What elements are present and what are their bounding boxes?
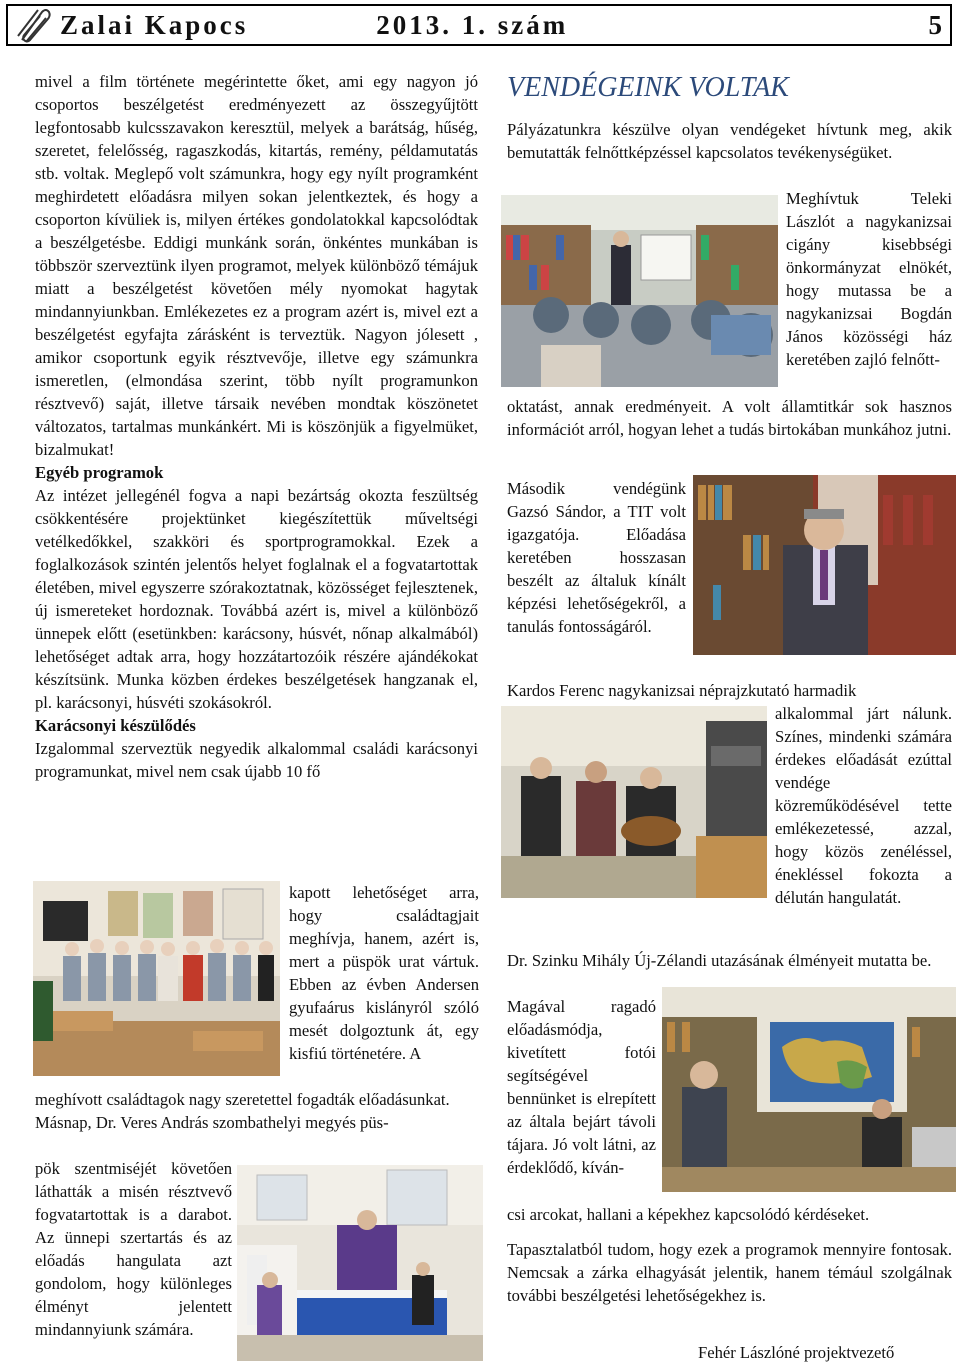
paragraph: Második vendégünk Gazsó Sándor, a TIT volt igazgatója. Előadása keretében hosszasan beszélt az általuk kínált képzési lehetőségekről, a tanulás fontosságáról. [507, 479, 686, 636]
left-column-wrap [289, 881, 479, 1065]
page-number: 5 [928, 9, 942, 40]
paragraph: Meghívtuk Teleki Lászlót a nagykanizsai cigány kisebbségi önkormányzat elnökét, hogy mutassa be a nagykanizsai Bogdán János közösségi ház keretében zajló felnőtt- [786, 189, 952, 369]
speaker-photo [693, 475, 956, 655]
paragraph: oktatást, annak eredményeit. A volt államtitkár sok hasznos információt arról, hogyan lehet a tudás birtokában munkához jutni. [507, 397, 952, 439]
paragraph: Tapasztalatból tudom, hogy ezek a programok mennyire fontosak. Nemcsak a zárka elhagyását jelentik, hanem témául szolgálnak további beszélgetési lehetőségekhez is. [507, 1240, 952, 1305]
christmas-program-photo [33, 881, 280, 1076]
paragraph: Dr. Szinku Mihály Új-Zélandi utazásának élményeit mutatta be. [507, 951, 932, 970]
page-header [6, 4, 952, 46]
paragraph: Magával ragadó előadásmódja, kivetített fotói segítségével bennünket is elrepített az általa bejárt távoli tájara. Jó volt látni, az érdeklődő, kíván- [507, 997, 656, 1177]
music-performance-photo [501, 706, 767, 898]
section-heading: Egyéb programok [35, 463, 164, 482]
paragraph: Pályázatunkra készülve olyan vendégeket hívtunk meg, akik bemutatták felnőttképzéssel kapcsolatos tevékenységüket. [507, 120, 952, 162]
left-column-bottom [35, 1157, 232, 1341]
guests-intro [507, 118, 952, 164]
paragraph: pök szentmiséjét követően láthatták a misén résztvevő fogvatartottak is a darabot. Az ünnepi szertartás és az előadás hangulata azt gondolom, hogy különleges élményt jelentett mindannyiunk számára. [35, 1159, 232, 1339]
paragraph: Kardos Ferenc nagykanizsai néprajzkutató harmadik [507, 681, 857, 700]
guest3-first-line [507, 679, 952, 702]
section-heading: Karácsonyi készülődés [35, 716, 196, 735]
lecture-photo [501, 195, 778, 387]
guest4-continued [507, 1203, 952, 1226]
author-signature: Fehér Lászlóné projektvezető [698, 1343, 895, 1362]
paragraph: Izgalommal szerveztük negyedik alkalommal családi karácsonyi programunkat, mivel nem csak újabb 10 fő [35, 739, 478, 781]
paragraph: csi arcokat, hallani a képekhez kapcsolódó kérdéseket. [507, 1205, 870, 1224]
left-column-mid [35, 1088, 478, 1134]
paragraph: Az intézet jellegénél fogva a napi bezártság okozta feszültség csökkentésére projektünket kiegészítettük műveltségi vetélkedőkkel, szakköri és sportprogramokkal. Ezek a foglalkozások szintén jelentős helyet foglalnak el a fogvatartottak életében, mivel egyszerre szórakoztatnak, közösséget fejlesztenek, új ismereteket hordoznak. Továbbá azért is, mivel a különböző ünnepek előtt (esetünkben: karácsony, húsvét, nőnap alkalmából) lehetőséget adtak arra, hogy hozzátartozóik részére ajándékokat készítsünk. Munka közben érdekes beszélgetések hangzanak el, pl. karácsonyi, húsvéti szokásokról. [35, 486, 478, 712]
paragraph: meghívott családtagok nagy szeretettel fogadták előadásunkat. [35, 1090, 450, 1109]
guest4-intro [507, 949, 952, 972]
holy-mass-photo [237, 1165, 483, 1361]
guest1-wrap [786, 187, 952, 371]
guest3-wrap [775, 702, 952, 909]
guests-heading: VENDÉGEINK VOLTAK [507, 72, 789, 103]
left-column-top [35, 70, 478, 783]
map-lecture-photo [662, 987, 956, 1192]
guest1-continued [507, 395, 952, 441]
guest4-wrap [507, 995, 656, 1179]
paragraph: mivel a film története megérintette őket, ami egy nagyon jó csoportos beszélgetést eredményezett az összegyűjtött legfontosabb kulcsszavakon keresztül, melyek a barátság, hűség, szeretet, felelősség, ragaszkodás, kitartás, remény, példamutatás stb. voltak. Meglepő volt számunkra, hogy egy nyílt programként meghirdetett előadásra milyen sokan jelentkeztek, és hogy a csoporton kívüliek is, milyen értékes gondolatokkal kapcsolódtak a beszélgetésbe. Eddigi munkánk során, önkéntes munkában is többször szerveztünk ilyen programot, melyek különböző témájuk miatt a beszélgetést követően mély nyomokat hagytak mindannyiunkban. Emlékezetes ez a program azért is, mivel ezt a beszélgetést egyfajta zárásként is terveztük. Nagyon jólesett , amikor csoportunk egyik résztvevője, illetve egy számunkra ismeretlen, (elmondása szerint, több nyílt programunkon résztvevő) saját, illetve társaik nevében mondtak köszönetet változatos, tartalmas munkánkért. Mi is köszönjük a figyelmüket, bizalmukat! [35, 72, 478, 459]
paperclip-logo-icon [12, 6, 54, 44]
paragraph: Másnap, Dr. Veres András szombathelyi megyés püs- [35, 1113, 389, 1132]
closing-text [507, 1238, 952, 1307]
issue-number: 2013. 1. szám [376, 9, 569, 40]
newsletter-title: Zalai Kapocs [60, 9, 249, 40]
paragraph: kapott lehetőséget arra, hogy családtagjait meghívja, hanem, azért is, mert a püspök urat vártuk. Ebben az évben Andersen gyufaárus kislányról szóló mesét dolgoztunk át, egy kisfiú történetére. A [289, 883, 479, 1063]
guest2-text [507, 477, 686, 638]
paragraph: alkalommal járt nálunk. Színes, mindenki számára érdekes előadását ezúttal vendége közreműködésével tette emlékezetessé, azzal, hogy közös zenéléssel, énekléssel fokozta a délután hangulatát. [775, 704, 952, 907]
